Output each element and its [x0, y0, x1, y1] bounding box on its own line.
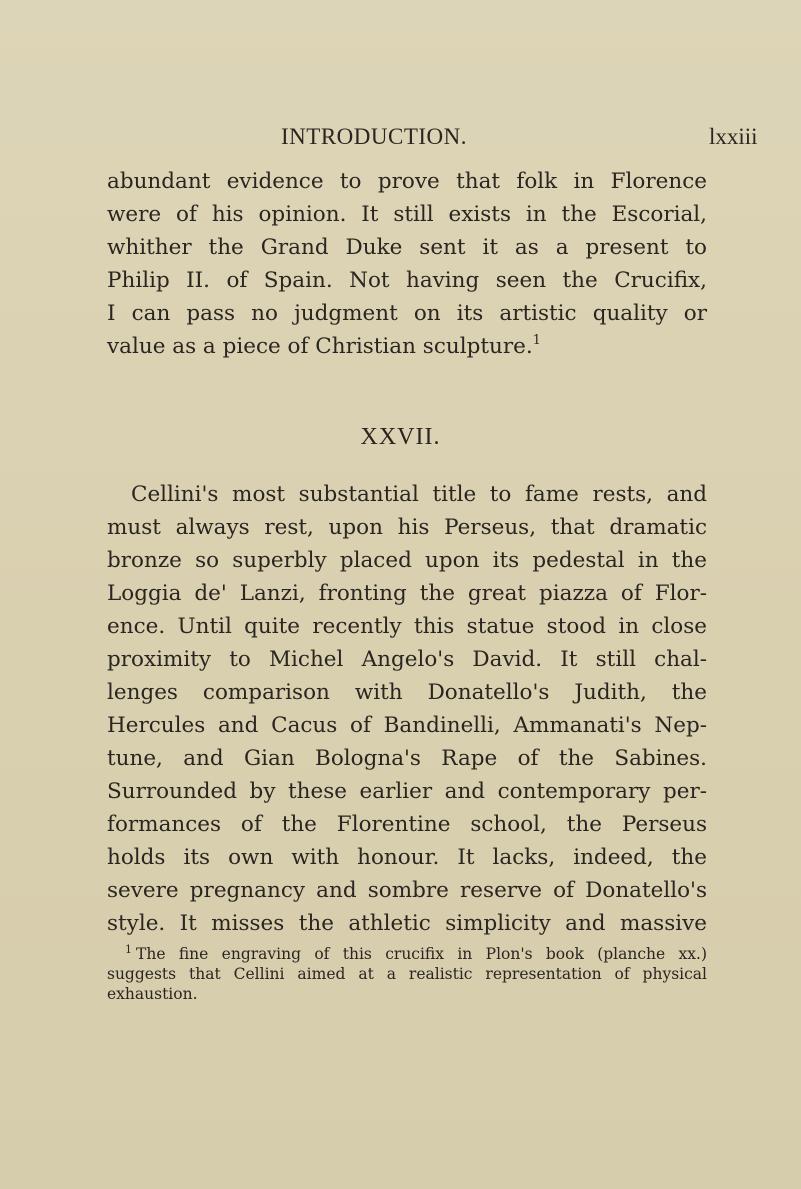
- footnote-line: [125, 944, 707, 964]
- text-line: formances of the Florentine school, the Perseus: [107, 812, 707, 837]
- text-line: must always rest, upon his Perseus, that dramatic: [107, 515, 707, 540]
- text-line: tune, and Gian Bologna's Rape of the Sabines.: [107, 746, 707, 771]
- running-head: [0, 124, 801, 154]
- text-line-last: [107, 333, 707, 361]
- page-number: lxxiii: [709, 124, 758, 149]
- text-line: Cellini's most substantial title to fame rests, and: [131, 482, 707, 507]
- text-line: ence. Until quite recently this statue stood in close: [107, 614, 707, 639]
- footnote-line: exhaustion.: [107, 985, 198, 1003]
- text-line: style. It misses the athletic simplicity and massive: [107, 911, 707, 936]
- text-line: proximity to Michel Angelo's David. It still chal-: [107, 647, 707, 672]
- text-line: I can pass no judgment on its artistic quality or: [107, 301, 707, 326]
- footnote-line: suggests that Cellini aimed at a realistic representation of physical: [107, 965, 707, 983]
- footnote-mark: 1: [125, 943, 132, 956]
- footnote-reference: 1: [532, 333, 541, 348]
- text-line: holds its own with honour. It lacks, indeed, the: [107, 845, 707, 870]
- running-head-title: INTRODUCTION.: [281, 124, 468, 149]
- text-line: Surrounded by these earlier and contemporary per-: [107, 779, 707, 804]
- footnote-line-content: The fine engraving of this crucifix in Plon's book (planche xx.): [136, 945, 707, 963]
- text-line: Hercules and Cacus of Bandinelli, Ammanati's Nep-: [107, 713, 707, 738]
- text-line: were of his opinion. It still exists in the Escorial,: [107, 202, 707, 227]
- text-line: lenges comparison with Donatello's Judith, the: [107, 680, 707, 705]
- text-line: bronze so superbly placed upon its pedestal in the: [107, 548, 707, 573]
- section-heading: XXVII.: [360, 424, 441, 450]
- text-line: Loggia de' Lanzi, fronting the great piazza of Flor-: [107, 581, 707, 606]
- text-line-content: value as a piece of Christian sculpture.: [107, 334, 533, 359]
- text-line: Philip II. of Spain. Not having seen the Crucifix,: [107, 268, 707, 293]
- text-line: whither the Grand Duke sent it as a present to: [107, 235, 707, 260]
- text-line: severe pregnancy and sombre reserve of Donatello's: [107, 878, 707, 903]
- text-line: abundant evidence to prove that folk in Florence: [107, 169, 707, 194]
